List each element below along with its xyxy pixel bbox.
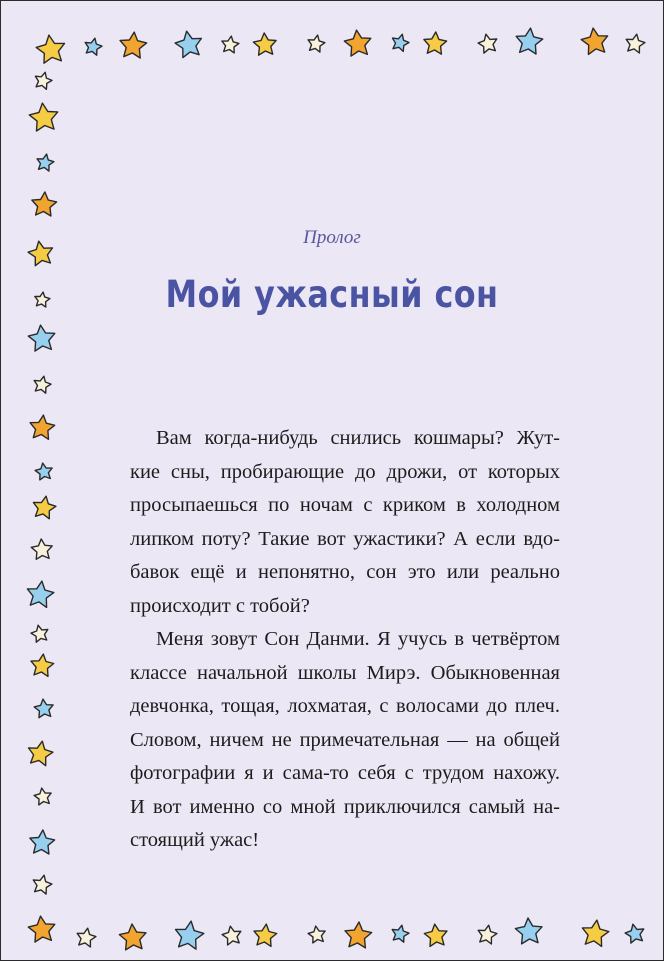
star-decoration-icon — [341, 919, 375, 953]
star-decoration-icon — [28, 622, 52, 646]
star-decoration-icon — [33, 151, 57, 175]
star-decoration-icon — [31, 696, 57, 722]
star-decoration-icon — [250, 921, 280, 951]
star-decoration-icon — [250, 30, 280, 60]
text-line: фотографии я и сама-то себя с трудом нахожу. — [130, 762, 560, 784]
text-line: стоящий ужас! — [130, 829, 260, 851]
star-decoration-icon — [421, 921, 451, 951]
star-decoration-icon — [475, 31, 501, 57]
chapter-title: Мой ужасный сон — [165, 273, 499, 316]
text-line: И вот именно со мной приключился самый на- — [130, 795, 560, 818]
text-line: просыпаешься по ночам с криком в холодном — [130, 494, 560, 516]
star-decoration-icon — [219, 923, 245, 949]
star-decoration-icon — [622, 31, 648, 57]
text-line: кие сны, пробирающие до дрожи, от которых — [130, 460, 560, 483]
star-decoration-icon — [81, 35, 105, 59]
star-decoration-icon — [622, 921, 648, 947]
text-line: происходит с тобой? — [130, 594, 310, 617]
text-line: Словом, ничем не примечательная — на общей — [130, 728, 560, 751]
star-decoration-icon — [25, 322, 59, 356]
star-decoration-icon — [304, 32, 328, 56]
star-decoration-icon — [29, 493, 59, 523]
text-line: Меня зовут Сон Данми. Я учусь в четвёртом — [156, 628, 560, 650]
star-decoration-icon — [388, 922, 412, 946]
star-decoration-icon — [305, 923, 329, 947]
star-decoration-icon — [31, 785, 55, 809]
star-decoration-icon — [116, 921, 150, 955]
star-decoration-icon — [31, 69, 55, 93]
paragraph — [104, 422, 560, 623]
star-decoration-icon — [25, 913, 59, 947]
star-decoration-icon — [30, 373, 54, 397]
text-line: классе начальной школы Мирэ. Обыкновенная — [130, 661, 560, 684]
star-decoration-icon — [578, 917, 612, 951]
star-decoration-icon — [32, 460, 56, 484]
star-decoration-icon — [512, 25, 546, 59]
star-decoration-icon — [26, 827, 58, 859]
star-decoration-icon — [33, 32, 69, 68]
star-decoration-icon — [420, 29, 450, 59]
star-decoration-icon — [73, 925, 99, 951]
star-decoration-icon — [512, 915, 546, 949]
star-decoration-icon — [26, 412, 58, 444]
star-decoration-icon — [578, 25, 612, 59]
star-decoration-icon — [218, 33, 242, 57]
star-decoration-icon — [28, 536, 56, 564]
star-decoration-icon — [26, 100, 62, 136]
star-decoration-icon — [172, 28, 206, 62]
text-line: девчонка, тощая, лохматая, с волосами до плеч. — [130, 695, 560, 717]
star-decoration-icon — [23, 578, 57, 612]
star-decoration-icon — [24, 738, 56, 770]
star-decoration-icon — [474, 922, 500, 948]
star-decoration-icon — [27, 651, 57, 681]
text-line: бавок ещё и непонятно, сон это или реально — [130, 561, 560, 583]
star-decoration-icon — [29, 872, 55, 898]
paragraph — [104, 623, 560, 858]
star-decoration-icon — [28, 189, 60, 221]
star-decoration-icon — [388, 31, 412, 55]
star-decoration-icon — [171, 918, 207, 954]
text-line: Вам когда-нибудь снились кошмары? Жут- — [156, 427, 560, 449]
chapter-label: Пролог — [303, 227, 361, 248]
text-line: липком поту? Такие вот ужастики? А если вдо- — [130, 527, 560, 550]
star-decoration-icon — [116, 29, 150, 63]
star-decoration-icon — [341, 27, 375, 61]
body-text — [104, 422, 560, 858]
